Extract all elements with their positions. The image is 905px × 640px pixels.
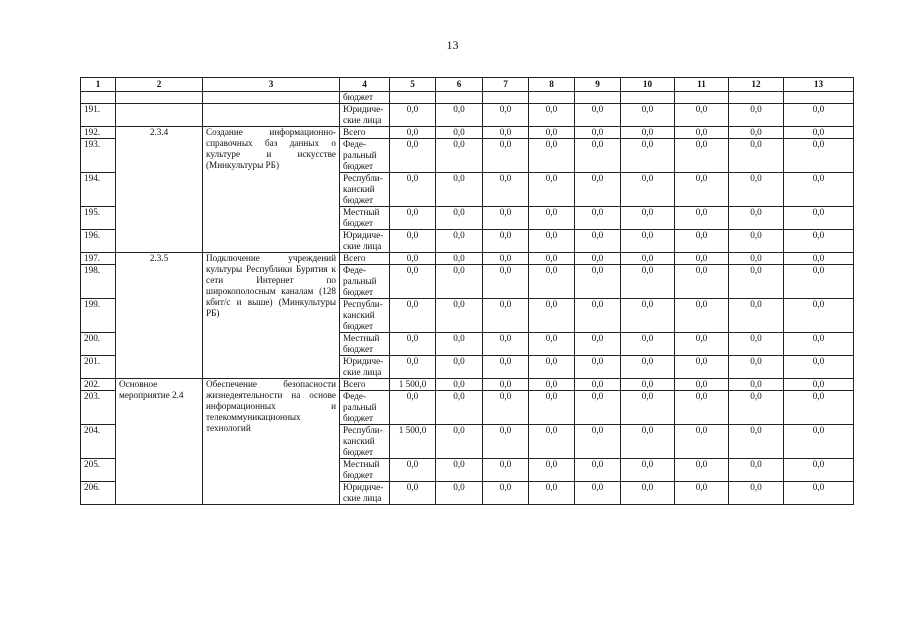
value-cell: 0,0 bbox=[675, 265, 729, 299]
description-cell: Обеспечение безопасности жизнедеятельности на основе информационных и телекоммуникационных технологий bbox=[203, 379, 340, 505]
value-cell: 0,0 bbox=[675, 139, 729, 173]
value-cell: 0,0 bbox=[784, 127, 854, 139]
page-number: 13 bbox=[446, 38, 459, 52]
table-row bbox=[81, 92, 854, 104]
index-cell: 203. bbox=[81, 391, 116, 425]
value-cell: 0,0 bbox=[729, 425, 784, 459]
value-cell: 0,0 bbox=[675, 425, 729, 459]
value-cell: 0,0 bbox=[529, 299, 575, 333]
value-cell: 0,0 bbox=[621, 253, 675, 265]
description-cell: Создание информационно-справочных баз данных о культуре и искусстве (Минкультуры РБ) bbox=[203, 127, 340, 253]
value-cell: 0,0 bbox=[729, 173, 784, 207]
value-cell: 0,0 bbox=[729, 391, 784, 425]
value-cell: 0,0 bbox=[729, 379, 784, 391]
value-cell: 0,0 bbox=[390, 299, 436, 333]
source-cell: Всего bbox=[340, 379, 390, 391]
value-cell: 0,0 bbox=[784, 379, 854, 391]
table-row bbox=[81, 253, 854, 265]
source-cell: Феде-ральный бюджет bbox=[340, 139, 390, 173]
value-cell: 0,0 bbox=[575, 379, 621, 391]
value-cell: 0,0 bbox=[436, 356, 483, 379]
value-cell: 0,0 bbox=[729, 207, 784, 230]
column-header-1: 1 bbox=[81, 78, 116, 92]
value-cell: 0,0 bbox=[483, 230, 529, 253]
index-cell: 206. bbox=[81, 482, 116, 505]
source-cell: Местный бюджет bbox=[340, 207, 390, 230]
column-header-3: 3 bbox=[203, 78, 340, 92]
value-cell: 0,0 bbox=[784, 333, 854, 356]
value-cell: 0,0 bbox=[529, 230, 575, 253]
source-cell: Всего bbox=[340, 127, 390, 139]
value-cell: 0,0 bbox=[621, 173, 675, 207]
value-cell: 0,0 bbox=[575, 391, 621, 425]
value-cell: 0,0 bbox=[621, 299, 675, 333]
index-cell: 199. bbox=[81, 299, 116, 333]
value-cell: 0,0 bbox=[575, 253, 621, 265]
value-cell: 0,0 bbox=[390, 207, 436, 230]
value-cell: 0,0 bbox=[784, 265, 854, 299]
value-cell: 0,0 bbox=[529, 356, 575, 379]
value-cell: 0,0 bbox=[483, 207, 529, 230]
value-cell: 0,0 bbox=[483, 265, 529, 299]
index-cell: 202. bbox=[81, 379, 116, 391]
source-cell: Юридиче-ские лица bbox=[340, 356, 390, 379]
code-cell: Основное мероприятие 2.4 bbox=[116, 379, 203, 505]
value-cell: 0,0 bbox=[483, 459, 529, 482]
value-cell: 0,0 bbox=[675, 379, 729, 391]
index-cell: 194. bbox=[81, 173, 116, 207]
value-cell: 1 500,0 bbox=[390, 379, 436, 391]
value-cell: 0,0 bbox=[784, 391, 854, 425]
index-cell: 205. bbox=[81, 459, 116, 482]
value-cell: 0,0 bbox=[621, 459, 675, 482]
value-cell: 0,0 bbox=[436, 482, 483, 505]
column-header-11: 11 bbox=[675, 78, 729, 92]
value-cell: 0,0 bbox=[575, 127, 621, 139]
index-cell: 192. bbox=[81, 127, 116, 139]
value-cell: 0,0 bbox=[529, 173, 575, 207]
table-row bbox=[81, 104, 854, 127]
value-cell: 0,0 bbox=[529, 104, 575, 127]
column-header-9: 9 bbox=[575, 78, 621, 92]
value-cell: 0,0 bbox=[621, 425, 675, 459]
value-cell: 0,0 bbox=[575, 356, 621, 379]
value-cell: 0,0 bbox=[575, 104, 621, 127]
value-cell: 0,0 bbox=[621, 127, 675, 139]
index-cell: 196. bbox=[81, 230, 116, 253]
column-header-4: 4 bbox=[340, 78, 390, 92]
source-cell: Местный бюджет bbox=[340, 459, 390, 482]
value-cell: 0,0 bbox=[483, 104, 529, 127]
value-cell: 0,0 bbox=[729, 299, 784, 333]
value-cell: 1 500,0 bbox=[390, 425, 436, 459]
value-cell: 0,0 bbox=[784, 425, 854, 459]
value-cell: 0,0 bbox=[390, 333, 436, 356]
value-cell: 0,0 bbox=[784, 207, 854, 230]
source-cell: Феде-ральный бюджет bbox=[340, 265, 390, 299]
value-cell: 0,0 bbox=[575, 482, 621, 505]
value-cell: 0,0 bbox=[729, 104, 784, 127]
value-cell: 0,0 bbox=[784, 299, 854, 333]
value-cell: 0,0 bbox=[436, 425, 483, 459]
value-cell: 0,0 bbox=[784, 139, 854, 173]
value-cell: 0,0 bbox=[575, 459, 621, 482]
value-cell: 0,0 bbox=[483, 299, 529, 333]
value-cell: 0,0 bbox=[575, 333, 621, 356]
source-cell: Республи-канский бюджет bbox=[340, 173, 390, 207]
index-cell: 201. bbox=[81, 356, 116, 379]
source-cell: Феде-ральный бюджет bbox=[340, 391, 390, 425]
value-cell: 0,0 bbox=[675, 299, 729, 333]
value-cell: 0,0 bbox=[729, 459, 784, 482]
source-cell: Юридиче-ские лица bbox=[340, 482, 390, 505]
value-cell: 0,0 bbox=[621, 265, 675, 299]
value-cell: 0,0 bbox=[675, 482, 729, 505]
index-cell: 200. bbox=[81, 333, 116, 356]
value-cell: 0,0 bbox=[529, 265, 575, 299]
value-cell: 0,0 bbox=[390, 265, 436, 299]
value-cell: 0,0 bbox=[436, 391, 483, 425]
value-cell: 0,0 bbox=[675, 333, 729, 356]
value-cell: 0,0 bbox=[575, 173, 621, 207]
source-cell: Республи-канский бюджет bbox=[340, 425, 390, 459]
table-row bbox=[81, 379, 854, 391]
table-row bbox=[81, 127, 854, 139]
column-header-8: 8 bbox=[529, 78, 575, 92]
value-cell: 0,0 bbox=[436, 173, 483, 207]
budget-table bbox=[80, 77, 854, 505]
value-cell: 0,0 bbox=[436, 104, 483, 127]
value-cell: 0,0 bbox=[675, 173, 729, 207]
value-cell: 0,0 bbox=[436, 253, 483, 265]
source-cell: Всего bbox=[340, 253, 390, 265]
value-cell: 0,0 bbox=[483, 482, 529, 505]
value-cell: 0,0 bbox=[575, 425, 621, 459]
value-cell: 0,0 bbox=[483, 253, 529, 265]
value-cell: 0,0 bbox=[784, 230, 854, 253]
source-cell: бюджет bbox=[340, 92, 390, 104]
value-cell: 0,0 bbox=[483, 333, 529, 356]
description-cell bbox=[203, 104, 340, 127]
value-cell: 0,0 bbox=[436, 207, 483, 230]
value-cell: 0,0 bbox=[390, 253, 436, 265]
index-cell: 204. bbox=[81, 425, 116, 459]
value-cell: 0,0 bbox=[390, 127, 436, 139]
value-cell: 0,0 bbox=[436, 333, 483, 356]
value-cell: 0,0 bbox=[621, 207, 675, 230]
source-cell: Республи-канский бюджет bbox=[340, 299, 390, 333]
value-cell: 0,0 bbox=[675, 104, 729, 127]
index-cell bbox=[81, 92, 116, 104]
value-cell: 0,0 bbox=[575, 299, 621, 333]
source-cell: Местный бюджет bbox=[340, 333, 390, 356]
value-cell: 0,0 bbox=[675, 230, 729, 253]
value-cell: 0,0 bbox=[529, 391, 575, 425]
column-header-2: 2 bbox=[116, 78, 203, 92]
value-cell: 0,0 bbox=[675, 459, 729, 482]
value-cell: 0,0 bbox=[436, 139, 483, 173]
column-header-5: 5 bbox=[390, 78, 436, 92]
value-cell: 0,0 bbox=[390, 459, 436, 482]
value-cell: 0,0 bbox=[784, 356, 854, 379]
value-cell: 0,0 bbox=[729, 482, 784, 505]
value-cell: 0,0 bbox=[784, 104, 854, 127]
value-cell: 0,0 bbox=[621, 379, 675, 391]
value-cell: 0,0 bbox=[784, 253, 854, 265]
column-header-12: 12 bbox=[729, 78, 784, 92]
value-cell: 0,0 bbox=[390, 230, 436, 253]
value-cell: 0,0 bbox=[390, 139, 436, 173]
value-cell: 0,0 bbox=[675, 127, 729, 139]
value-cell: 0,0 bbox=[483, 173, 529, 207]
value-cell: 0,0 bbox=[529, 333, 575, 356]
value-cell: 0,0 bbox=[390, 482, 436, 505]
column-header-10: 10 bbox=[621, 78, 675, 92]
header-row bbox=[81, 78, 854, 92]
value-cell: 0,0 bbox=[436, 230, 483, 253]
value-cell: 0,0 bbox=[483, 139, 529, 173]
value-cell: 0,0 bbox=[483, 356, 529, 379]
value-cell: 0,0 bbox=[675, 356, 729, 379]
value-cell: 0,0 bbox=[729, 356, 784, 379]
value-cell: 0,0 bbox=[575, 230, 621, 253]
value-cell: 0,0 bbox=[729, 230, 784, 253]
value-cell: 0,0 bbox=[390, 173, 436, 207]
value-cell: 0,0 bbox=[621, 482, 675, 505]
value-cell: 0,0 bbox=[729, 333, 784, 356]
description-cell: Подключение учреждений культуры Республики Бурятия к сети Интернет по широкополосным каналам (128 кбит/с и выше) (Минкультуры РБ) bbox=[203, 253, 340, 379]
description-cell bbox=[203, 92, 340, 104]
value-cell: 0,0 bbox=[529, 425, 575, 459]
value-cell: 0,0 bbox=[390, 356, 436, 379]
value-cell: 0,0 bbox=[575, 265, 621, 299]
value-cell: 0,0 bbox=[621, 391, 675, 425]
value-cell: 0,0 bbox=[529, 379, 575, 391]
value-cell: 0,0 bbox=[436, 127, 483, 139]
value-cell: 0,0 bbox=[729, 265, 784, 299]
value-cell: 0,0 bbox=[436, 379, 483, 391]
index-cell: 191. bbox=[81, 104, 116, 127]
code-cell: 2.3.5 bbox=[116, 253, 203, 379]
code-cell bbox=[116, 104, 203, 127]
index-cell: 195. bbox=[81, 207, 116, 230]
source-cell: Юридиче-ские лица bbox=[340, 230, 390, 253]
value-cell: 0,0 bbox=[529, 139, 575, 173]
value-cell: 0,0 bbox=[483, 379, 529, 391]
value-cell: 0,0 bbox=[390, 104, 436, 127]
value-cell: 0,0 bbox=[483, 425, 529, 459]
value-cell: 0,0 bbox=[529, 207, 575, 230]
value-cell: 0,0 bbox=[621, 104, 675, 127]
value-cell: 0,0 bbox=[729, 253, 784, 265]
value-cell: 0,0 bbox=[621, 139, 675, 173]
value-cell: 0,0 bbox=[784, 459, 854, 482]
column-header-7: 7 bbox=[483, 78, 529, 92]
column-header-13: 13 bbox=[784, 78, 854, 92]
code-cell bbox=[116, 92, 203, 104]
value-cell: 0,0 bbox=[436, 299, 483, 333]
value-cell: 0,0 bbox=[483, 127, 529, 139]
value-cell: 0,0 bbox=[729, 127, 784, 139]
value-cell: 0,0 bbox=[784, 482, 854, 505]
value-cell: 0,0 bbox=[436, 265, 483, 299]
value-cell: 0,0 bbox=[621, 333, 675, 356]
value-cell: 0,0 bbox=[529, 482, 575, 505]
value-cell: 0,0 bbox=[529, 253, 575, 265]
value-cell: 0,0 bbox=[436, 459, 483, 482]
value-cell: 0,0 bbox=[621, 230, 675, 253]
index-cell: 193. bbox=[81, 139, 116, 173]
index-cell: 197. bbox=[81, 253, 116, 265]
source-cell: Юридиче-ские лица bbox=[340, 104, 390, 127]
value-cell: 0,0 bbox=[621, 356, 675, 379]
value-cell: 0,0 bbox=[483, 391, 529, 425]
index-cell: 198. bbox=[81, 265, 116, 299]
value-cell: 0,0 bbox=[575, 139, 621, 173]
value-cell: 0,0 bbox=[729, 139, 784, 173]
value-cell: 0,0 bbox=[529, 127, 575, 139]
code-cell: 2.3.4 bbox=[116, 127, 203, 253]
value-cell: 0,0 bbox=[675, 391, 729, 425]
value-cell: 0,0 bbox=[529, 459, 575, 482]
value-cell: 0,0 bbox=[784, 173, 854, 207]
value-cell: 0,0 bbox=[575, 207, 621, 230]
value-cell: 0,0 bbox=[675, 253, 729, 265]
value-cell: 0,0 bbox=[390, 391, 436, 425]
column-header-6: 6 bbox=[436, 78, 483, 92]
value-cell: 0,0 bbox=[675, 207, 729, 230]
